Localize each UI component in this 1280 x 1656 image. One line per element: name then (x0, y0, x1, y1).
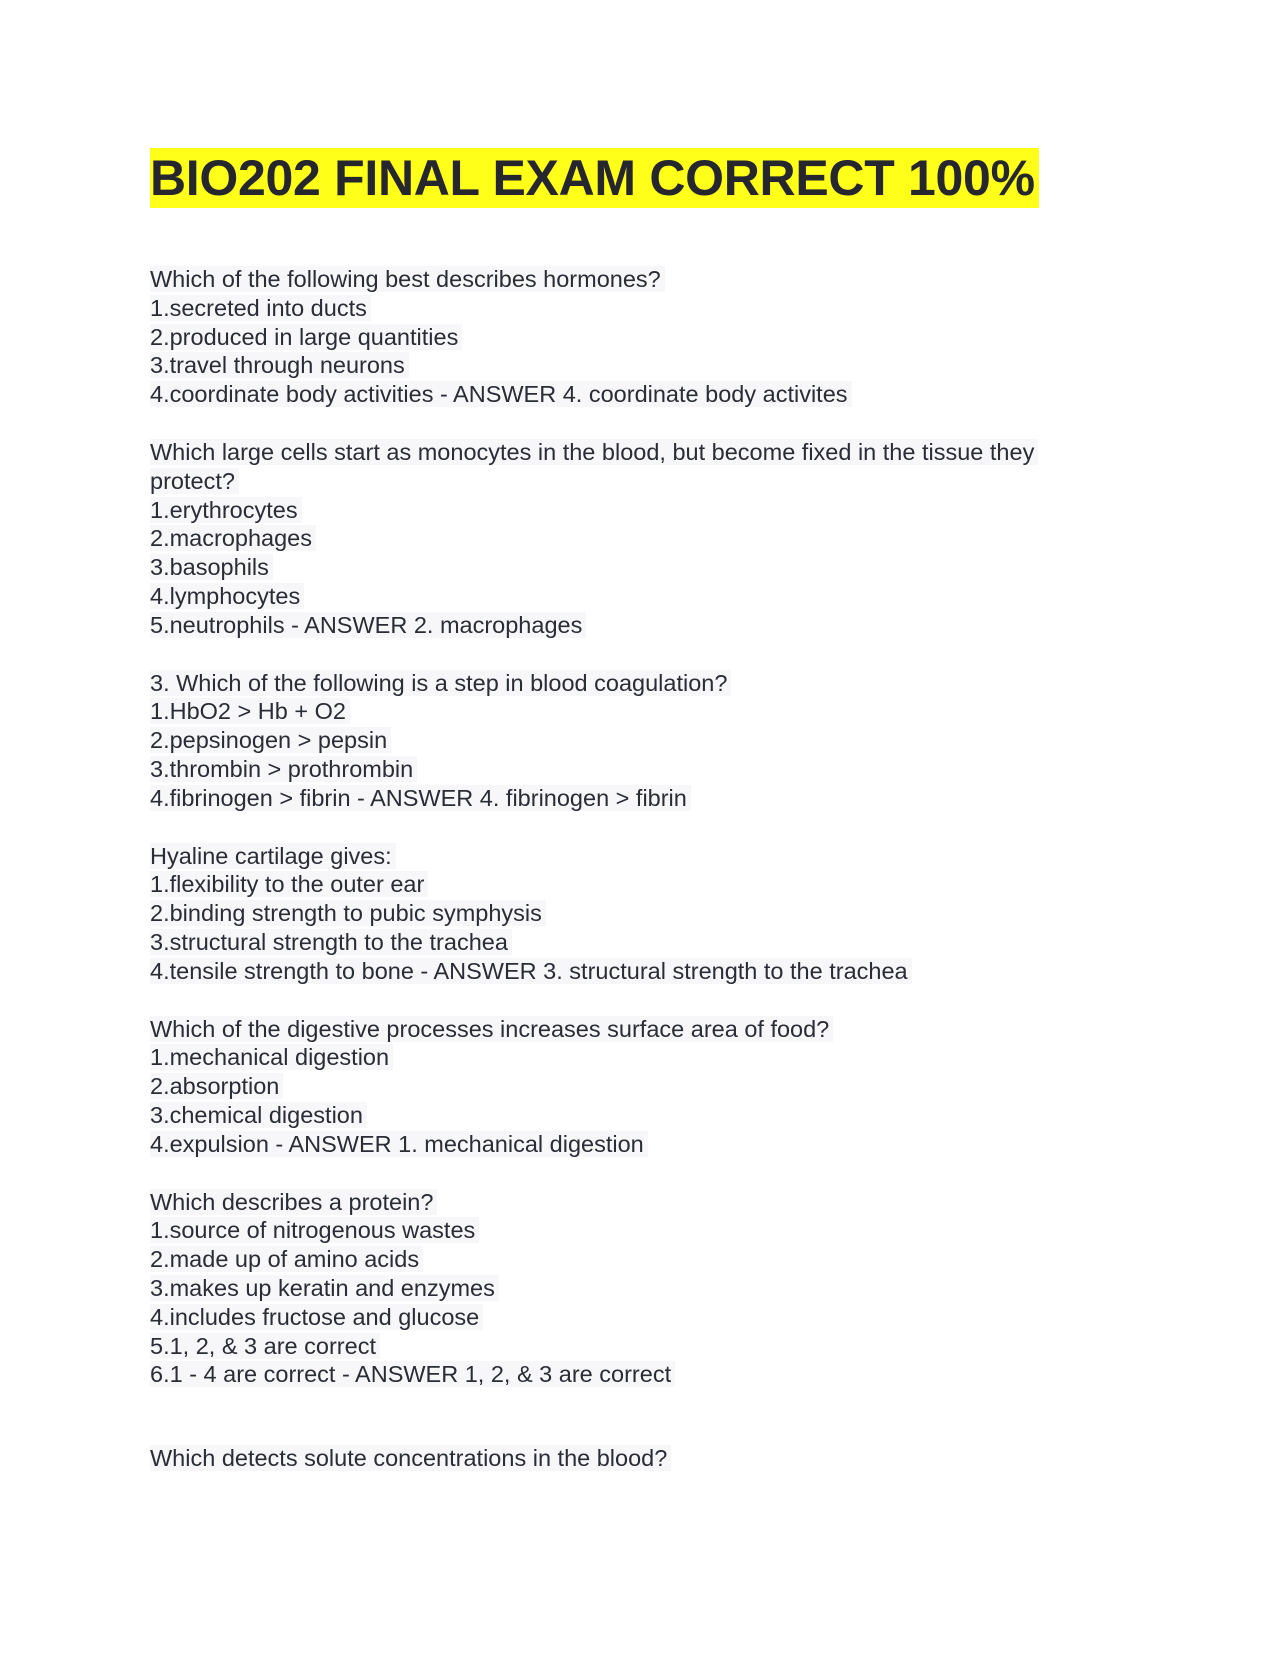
answer-option: 3.thrombin > prothrombin (150, 755, 1150, 784)
question-text: Hyaline cartilage gives: (150, 842, 1150, 871)
answer-option-with-answer: 4.expulsion - ANSWER 1. mechanical digestion (150, 1130, 1150, 1159)
question-text: Which describes a protein? (150, 1188, 1150, 1217)
question-block (150, 1444, 1150, 1473)
answer-option: 3.chemical digestion (150, 1101, 1150, 1130)
answer-option: 2.made up of amino acids (150, 1245, 1150, 1274)
question-text: Which of the following best describes hormones? (150, 265, 1150, 294)
question-list (150, 265, 1150, 1473)
answer-option: 2.binding strength to pubic symphysis (150, 899, 1150, 928)
question-block (150, 1015, 1150, 1159)
answer-option: 5.1, 2, & 3 are correct (150, 1332, 1150, 1361)
answer-option: 1.secreted into ducts (150, 294, 1150, 323)
answer-option: 2.produced in large quantities (150, 323, 1150, 352)
answer-option: 2.pepsinogen > pepsin (150, 726, 1150, 755)
question-block (150, 669, 1150, 813)
answer-option: 3.structural strength to the trachea (150, 928, 1150, 957)
answer-option-with-answer: 5.neutrophils - ANSWER 2. macrophages (150, 611, 1150, 640)
answer-option-with-answer: 4.fibrinogen > fibrin - ANSWER 4. fibrinogen > fibrin (150, 784, 1150, 813)
answer-option-with-answer: 4.tensile strength to bone - ANSWER 3. structural strength to the trachea (150, 957, 1150, 986)
question-block (150, 842, 1150, 986)
question-block (150, 1188, 1150, 1390)
answer-option: 3.basophils (150, 553, 1150, 582)
answer-option: 3.travel through neurons (150, 351, 1150, 380)
answer-option: 1.flexibility to the outer ear (150, 870, 1150, 899)
answer-option: 2.macrophages (150, 524, 1150, 553)
question-block (150, 438, 1150, 640)
answer-option: 1.source of nitrogenous wastes (150, 1216, 1150, 1245)
document-title: BIO202 FINAL EXAM CORRECT 100% (150, 148, 1039, 208)
question-text: 3. Which of the following is a step in blood coagulation? (150, 669, 1150, 698)
answer-option: 1.HbO2 > Hb + O2 (150, 697, 1150, 726)
question-text-continued: protect? (150, 467, 1150, 496)
question-block (150, 265, 1150, 409)
question-text: Which large cells start as monocytes in the blood, but become fixed in the tissue they (150, 438, 1150, 467)
answer-option: 3.makes up keratin and enzymes (150, 1274, 1150, 1303)
answer-option: 4.lymphocytes (150, 582, 1150, 611)
answer-option-with-answer: 6.1 - 4 are correct - ANSWER 1, 2, & 3 are correct (150, 1360, 1150, 1389)
answer-option: 1.erythrocytes (150, 496, 1150, 525)
answer-option: 4.includes fructose and glucose (150, 1303, 1150, 1332)
document-page (150, 148, 1150, 1502)
question-text: Which of the digestive processes increases surface area of food? (150, 1015, 1150, 1044)
question-text: Which detects solute concentrations in the blood? (150, 1444, 1150, 1473)
answer-option-with-answer: 4.coordinate body activities - ANSWER 4. coordinate body activites (150, 380, 1150, 409)
answer-option: 2.absorption (150, 1072, 1150, 1101)
answer-option: 1.mechanical digestion (150, 1043, 1150, 1072)
